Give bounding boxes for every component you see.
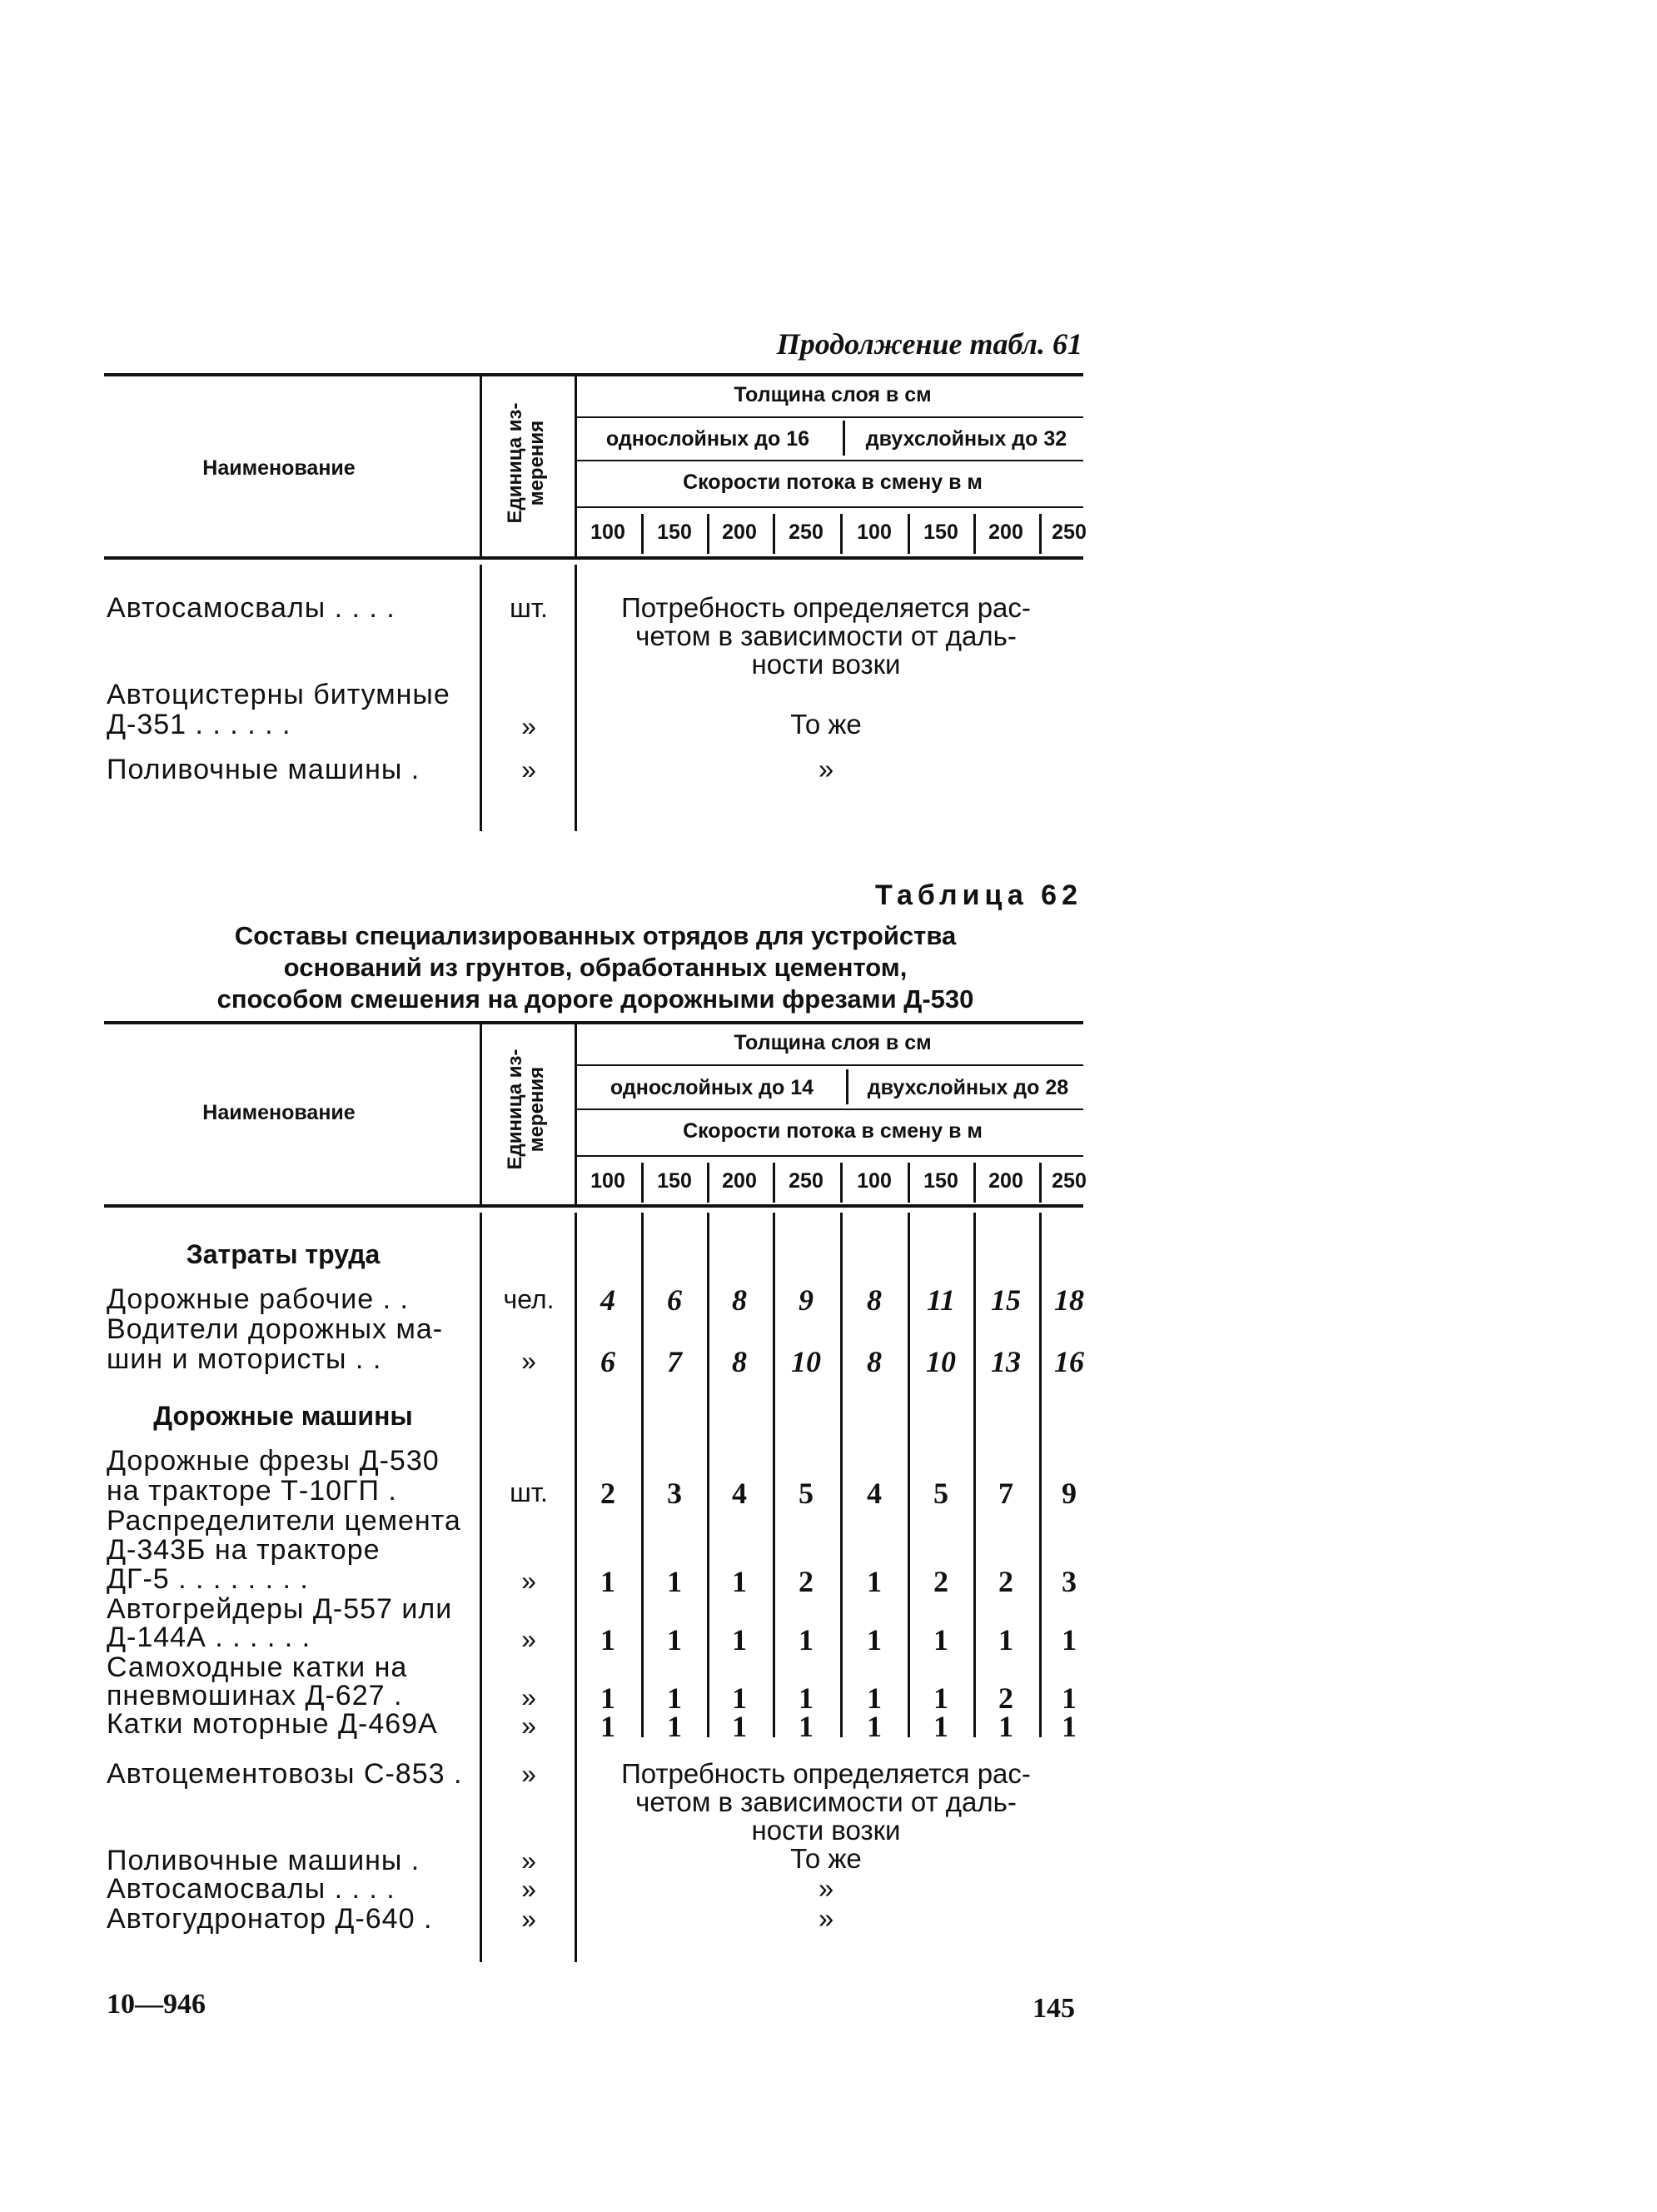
table61-header-divider-1	[480, 376, 482, 558]
table62-column-rule	[973, 1213, 976, 1737]
table61-row2-name-line2: Д-351 . . . . . .	[107, 709, 291, 740]
table62-labor2-name-line1: Водители дорожных ма-	[107, 1313, 444, 1345]
speed-header-divider	[840, 514, 843, 554]
table62-header-thickness: Толщина слоя в см	[734, 1031, 932, 1054]
table61-row1-name: Автосамосвалы . . . .	[107, 592, 396, 624]
table61-header-thickness: Толщина слоя в см	[734, 383, 932, 406]
footer-signature: 10—946	[107, 1989, 206, 2020]
table62-header-name: Наименование	[202, 1101, 356, 1124]
table61-note-line3: ности возки	[751, 649, 901, 680]
table62-value-cell: 9	[799, 1283, 814, 1317]
speed-header-divider	[773, 1163, 775, 1203]
speed-header-divider	[641, 1163, 644, 1203]
table62-machine5-name: Катки моторные Д-469А	[107, 1708, 438, 1740]
table62-machine2-name-line3: ДГ-5 . . . . . . . .	[107, 1563, 309, 1595]
table62-value-cell: 2	[600, 1477, 615, 1510]
table62-caption-line3: способом смешения на дороге дорожными фрезами Д-530	[216, 984, 974, 1014]
table62-value-cell: 2	[933, 1565, 948, 1598]
table61-row2-unit: »	[521, 711, 536, 741]
table62-value-cell: 18	[1054, 1283, 1084, 1317]
table62-header-split	[846, 1069, 848, 1104]
table62-caption-line2: оснований из грунтов, обработанных цементом,	[283, 953, 908, 982]
table62-value-cell: 1	[867, 1681, 882, 1715]
speed-header-divider	[908, 1163, 910, 1203]
table62-body-divider-2	[575, 1213, 577, 1962]
table62-value-cell: 6	[600, 1345, 615, 1378]
table61-body-divider-2	[575, 565, 577, 831]
table62-column-rule	[707, 1213, 709, 1737]
table62-value-cell: 1	[732, 1623, 747, 1657]
table62-value-cell: 1	[998, 1623, 1013, 1657]
table62-header-divider-2	[575, 1024, 577, 1204]
table62-value-cell: 1	[732, 1710, 747, 1743]
table61-note-ditto: »	[818, 754, 834, 785]
table62-machine3-name-line1: Автогрейдеры Д-557 или	[107, 1593, 453, 1625]
table61-row3-name: Поливочные машины .	[107, 754, 420, 785]
table62-header-unit: Единица из-мерения	[504, 1049, 548, 1170]
speed-header-divider	[1039, 1163, 1042, 1203]
table61-header-rule-3	[576, 506, 1083, 508]
table62-column-rule	[908, 1213, 910, 1737]
speed-header-cell: 150	[923, 1169, 958, 1193]
table61-header-unit: Единица из-мерения	[504, 402, 548, 524]
speed-header-cell: 150	[657, 1169, 692, 1193]
table62-tail1-unit: »	[521, 1759, 536, 1789]
table62-tail2-unit: »	[521, 1846, 536, 1876]
table62-value-cell: 13	[991, 1345, 1021, 1378]
table62-section-labor: Затраты труда	[186, 1239, 381, 1269]
table62-machine2-unit: »	[521, 1566, 536, 1596]
table62-tail-ditto1: »	[818, 1873, 834, 1904]
table62-header-double: двухслойных до 28	[867, 1076, 1069, 1099]
speed-header-cell: 250	[1052, 521, 1087, 544]
table62-value-cell: 1	[1062, 1623, 1077, 1657]
table61-body-divider-1	[480, 565, 482, 831]
table62-machine5-unit: »	[521, 1711, 536, 1741]
speed-header-cell: 100	[857, 1169, 892, 1193]
table62-tail-note-line1: Потребность определяется рас-	[621, 1758, 1031, 1789]
table62-tail2-name: Поливочные машины .	[107, 1845, 420, 1876]
table62-value-cell: 1	[867, 1565, 882, 1598]
speed-header-cell: 100	[590, 1169, 625, 1193]
table62-column-rule	[773, 1213, 775, 1737]
speed-header-divider	[840, 1163, 843, 1203]
speed-header-divider	[908, 514, 910, 554]
table62-caption-line1: Составы специализированных отрядов для устройства	[234, 921, 957, 950]
speed-header-divider	[707, 514, 709, 554]
table62-value-cell: 1	[933, 1623, 948, 1657]
table61-continuation-label: Продолжение табл. 61	[776, 327, 1082, 361]
speed-header-divider	[707, 1163, 709, 1203]
table62-machine2-name-line1: Распределители цемента	[107, 1505, 461, 1537]
table61-note-line1: Потребность определяется рас-	[621, 592, 1031, 623]
table62-value-cell: 3	[1062, 1565, 1077, 1598]
table62-value-cell: 8	[867, 1345, 882, 1378]
table62-machine4-name-line2: пневмошинах Д-627 .	[107, 1680, 403, 1711]
table62-value-cell: 1	[732, 1681, 747, 1715]
table62-value-cell: 7	[667, 1345, 682, 1378]
table62-value-cell: 1	[600, 1681, 615, 1715]
table62-machine3-name-line2: Д-144А . . . . . .	[107, 1622, 311, 1653]
table61-header-rule-2	[576, 460, 1083, 461]
table62-machine4-name-line1: Самоходные катки на	[107, 1652, 408, 1683]
table62-value-cell: 8	[732, 1345, 747, 1378]
table62-value-cell: 4	[867, 1477, 882, 1510]
table62-header-rule-2	[576, 1108, 1083, 1110]
table62-value-cell: 10	[791, 1345, 821, 1378]
speed-header-divider	[973, 514, 976, 554]
table61-header-divider-2	[575, 376, 577, 558]
table62-tail3-unit: »	[521, 1874, 536, 1904]
table62-value-cell: 1	[799, 1681, 814, 1715]
table62-value-cell: 9	[1062, 1477, 1077, 1510]
table62-value-cell: 1	[600, 1710, 615, 1743]
table62-value-cell: 5	[799, 1477, 814, 1510]
table62-body-divider-1	[480, 1213, 482, 1962]
table61-header-split	[843, 421, 845, 456]
table61-header-double: двухслойных до 32	[865, 427, 1067, 451]
table62-header-single: однослойных до 14	[610, 1076, 814, 1099]
speed-header-cell: 100	[590, 521, 625, 544]
table62-header-rule-3	[576, 1155, 1083, 1157]
table62-machine4-unit: »	[521, 1682, 536, 1712]
table62-tail1-name: Автоцементовозы С-853 .	[107, 1758, 463, 1790]
table62-value-cell: 1	[799, 1710, 814, 1743]
table61-header-bottom-rule	[104, 556, 1083, 560]
table62-value-cell: 1	[998, 1710, 1013, 1743]
table62-value-cell: 16	[1054, 1345, 1084, 1378]
table62-value-cell: 1	[1062, 1681, 1077, 1715]
table62-value-cell: 15	[991, 1283, 1021, 1317]
table62-value-cell: 2	[799, 1565, 814, 1598]
table62-value-cell: 1	[600, 1565, 615, 1598]
table62-machine2-name-line2: Д-343Б на тракторе	[107, 1534, 381, 1566]
table62-value-cell: 1	[1062, 1710, 1077, 1743]
table62-value-cell: 1	[867, 1710, 882, 1743]
table62-value-cell: 3	[667, 1477, 682, 1510]
table62-value-cell: 8	[732, 1283, 747, 1317]
table62-machine1-unit: шт.	[510, 1477, 548, 1507]
table62-value-cell: 1	[867, 1623, 882, 1657]
table62-machine1-name-line2: на тракторе Т-10ГП .	[107, 1475, 397, 1507]
table62-labor2-unit: »	[521, 1346, 536, 1376]
speed-header-cell: 250	[1052, 1169, 1087, 1193]
table62-value-cell: 1	[667, 1565, 682, 1598]
speed-header-cell: 200	[722, 521, 757, 544]
speed-header-divider	[1039, 514, 1042, 554]
table62-value-cell: 2	[998, 1681, 1013, 1715]
table62-tail4-name: Автогудронатор Д-640 .	[107, 1903, 433, 1935]
speed-header-cell: 200	[988, 1169, 1023, 1193]
table62-value-cell: 1	[667, 1681, 682, 1715]
table62-header-bottom-rule	[104, 1204, 1083, 1208]
table62-value-cell: 2	[998, 1565, 1013, 1598]
table62-tail-note-line3: ности возки	[751, 1815, 901, 1846]
table62-header-rule-1	[576, 1064, 1083, 1066]
table62-labor2-name-line2: шин и мотористы . .	[107, 1343, 382, 1375]
table62-tail4-unit: »	[521, 1904, 536, 1934]
table61-header-speed: Скорости потока в смену в м	[683, 471, 983, 494]
table62-value-cell: 6	[667, 1283, 682, 1317]
table62-value-cell: 1	[799, 1623, 814, 1657]
table62-section-machines: Дорожные машины	[153, 1401, 413, 1431]
speed-header-divider	[773, 514, 775, 554]
table62-value-cell: 4	[600, 1283, 615, 1317]
table61-top-rule	[104, 373, 1083, 376]
table62-top-rule	[104, 1021, 1083, 1024]
speed-header-cell: 250	[789, 521, 824, 544]
table62-machine1-name-line1: Дорожные фрезы Д-530	[107, 1445, 440, 1477]
table62-value-cell: 1	[600, 1623, 615, 1657]
table62-value-cell: 8	[867, 1283, 882, 1317]
table62-tail-ditto2: »	[818, 1903, 834, 1934]
table62-machine3-unit: »	[521, 1624, 536, 1654]
table62-value-cell: 1	[933, 1710, 948, 1743]
table62-value-cell: 10	[926, 1345, 956, 1378]
speed-header-cell: 150	[923, 521, 958, 544]
table62-value-cell: 5	[933, 1477, 948, 1510]
table61-header-rule-1	[576, 416, 1083, 418]
speed-header-cell: 200	[722, 1169, 757, 1193]
table61-row1-unit: шт.	[510, 593, 548, 623]
table62-value-cell: 1	[667, 1623, 682, 1657]
page-number: 145	[1033, 1993, 1075, 2024]
speed-header-cell: 100	[857, 521, 892, 544]
table61-note-same: То же	[790, 709, 862, 740]
table62-tail3-name: Автосамосвалы . . . .	[107, 1873, 396, 1905]
table62-value-cell: 4	[732, 1477, 747, 1510]
speed-header-cell: 200	[988, 521, 1023, 544]
table61-row3-unit: »	[521, 755, 536, 785]
table62-label: Таблица 62	[875, 879, 1082, 911]
table62-value-cell: 1	[933, 1681, 948, 1715]
table62-value-cell: 1	[667, 1710, 682, 1743]
table61-row2-name-line1: Автоцистерны битумные	[107, 679, 450, 710]
table62-labor1-name: Дорожные рабочие . .	[107, 1283, 409, 1315]
table62-column-rule	[840, 1213, 843, 1737]
table62-labor1-unit: чел.	[503, 1284, 555, 1314]
speed-header-divider	[973, 1163, 976, 1203]
table62-header-divider-1	[480, 1024, 482, 1204]
table61-header-name: Наименование	[202, 456, 356, 480]
table62-value-cell: 11	[926, 1283, 955, 1317]
speed-header-divider	[641, 514, 644, 554]
speed-header-cell: 250	[789, 1169, 824, 1193]
table62-tail-same: То же	[790, 1843, 862, 1874]
table62-value-cell: 1	[732, 1565, 747, 1598]
speed-header-cell: 150	[657, 521, 692, 544]
table62-column-rule	[641, 1213, 644, 1737]
table62-value-cell: 7	[998, 1477, 1013, 1510]
table61-note-line2: четом в зависимости от даль-	[635, 620, 1017, 651]
table62-header-speed: Скорости потока в смену в м	[683, 1119, 983, 1143]
table62-tail-note-line2: четом в зависимости от даль-	[635, 1786, 1017, 1817]
table61-header-single: однослойных до 16	[605, 427, 810, 451]
